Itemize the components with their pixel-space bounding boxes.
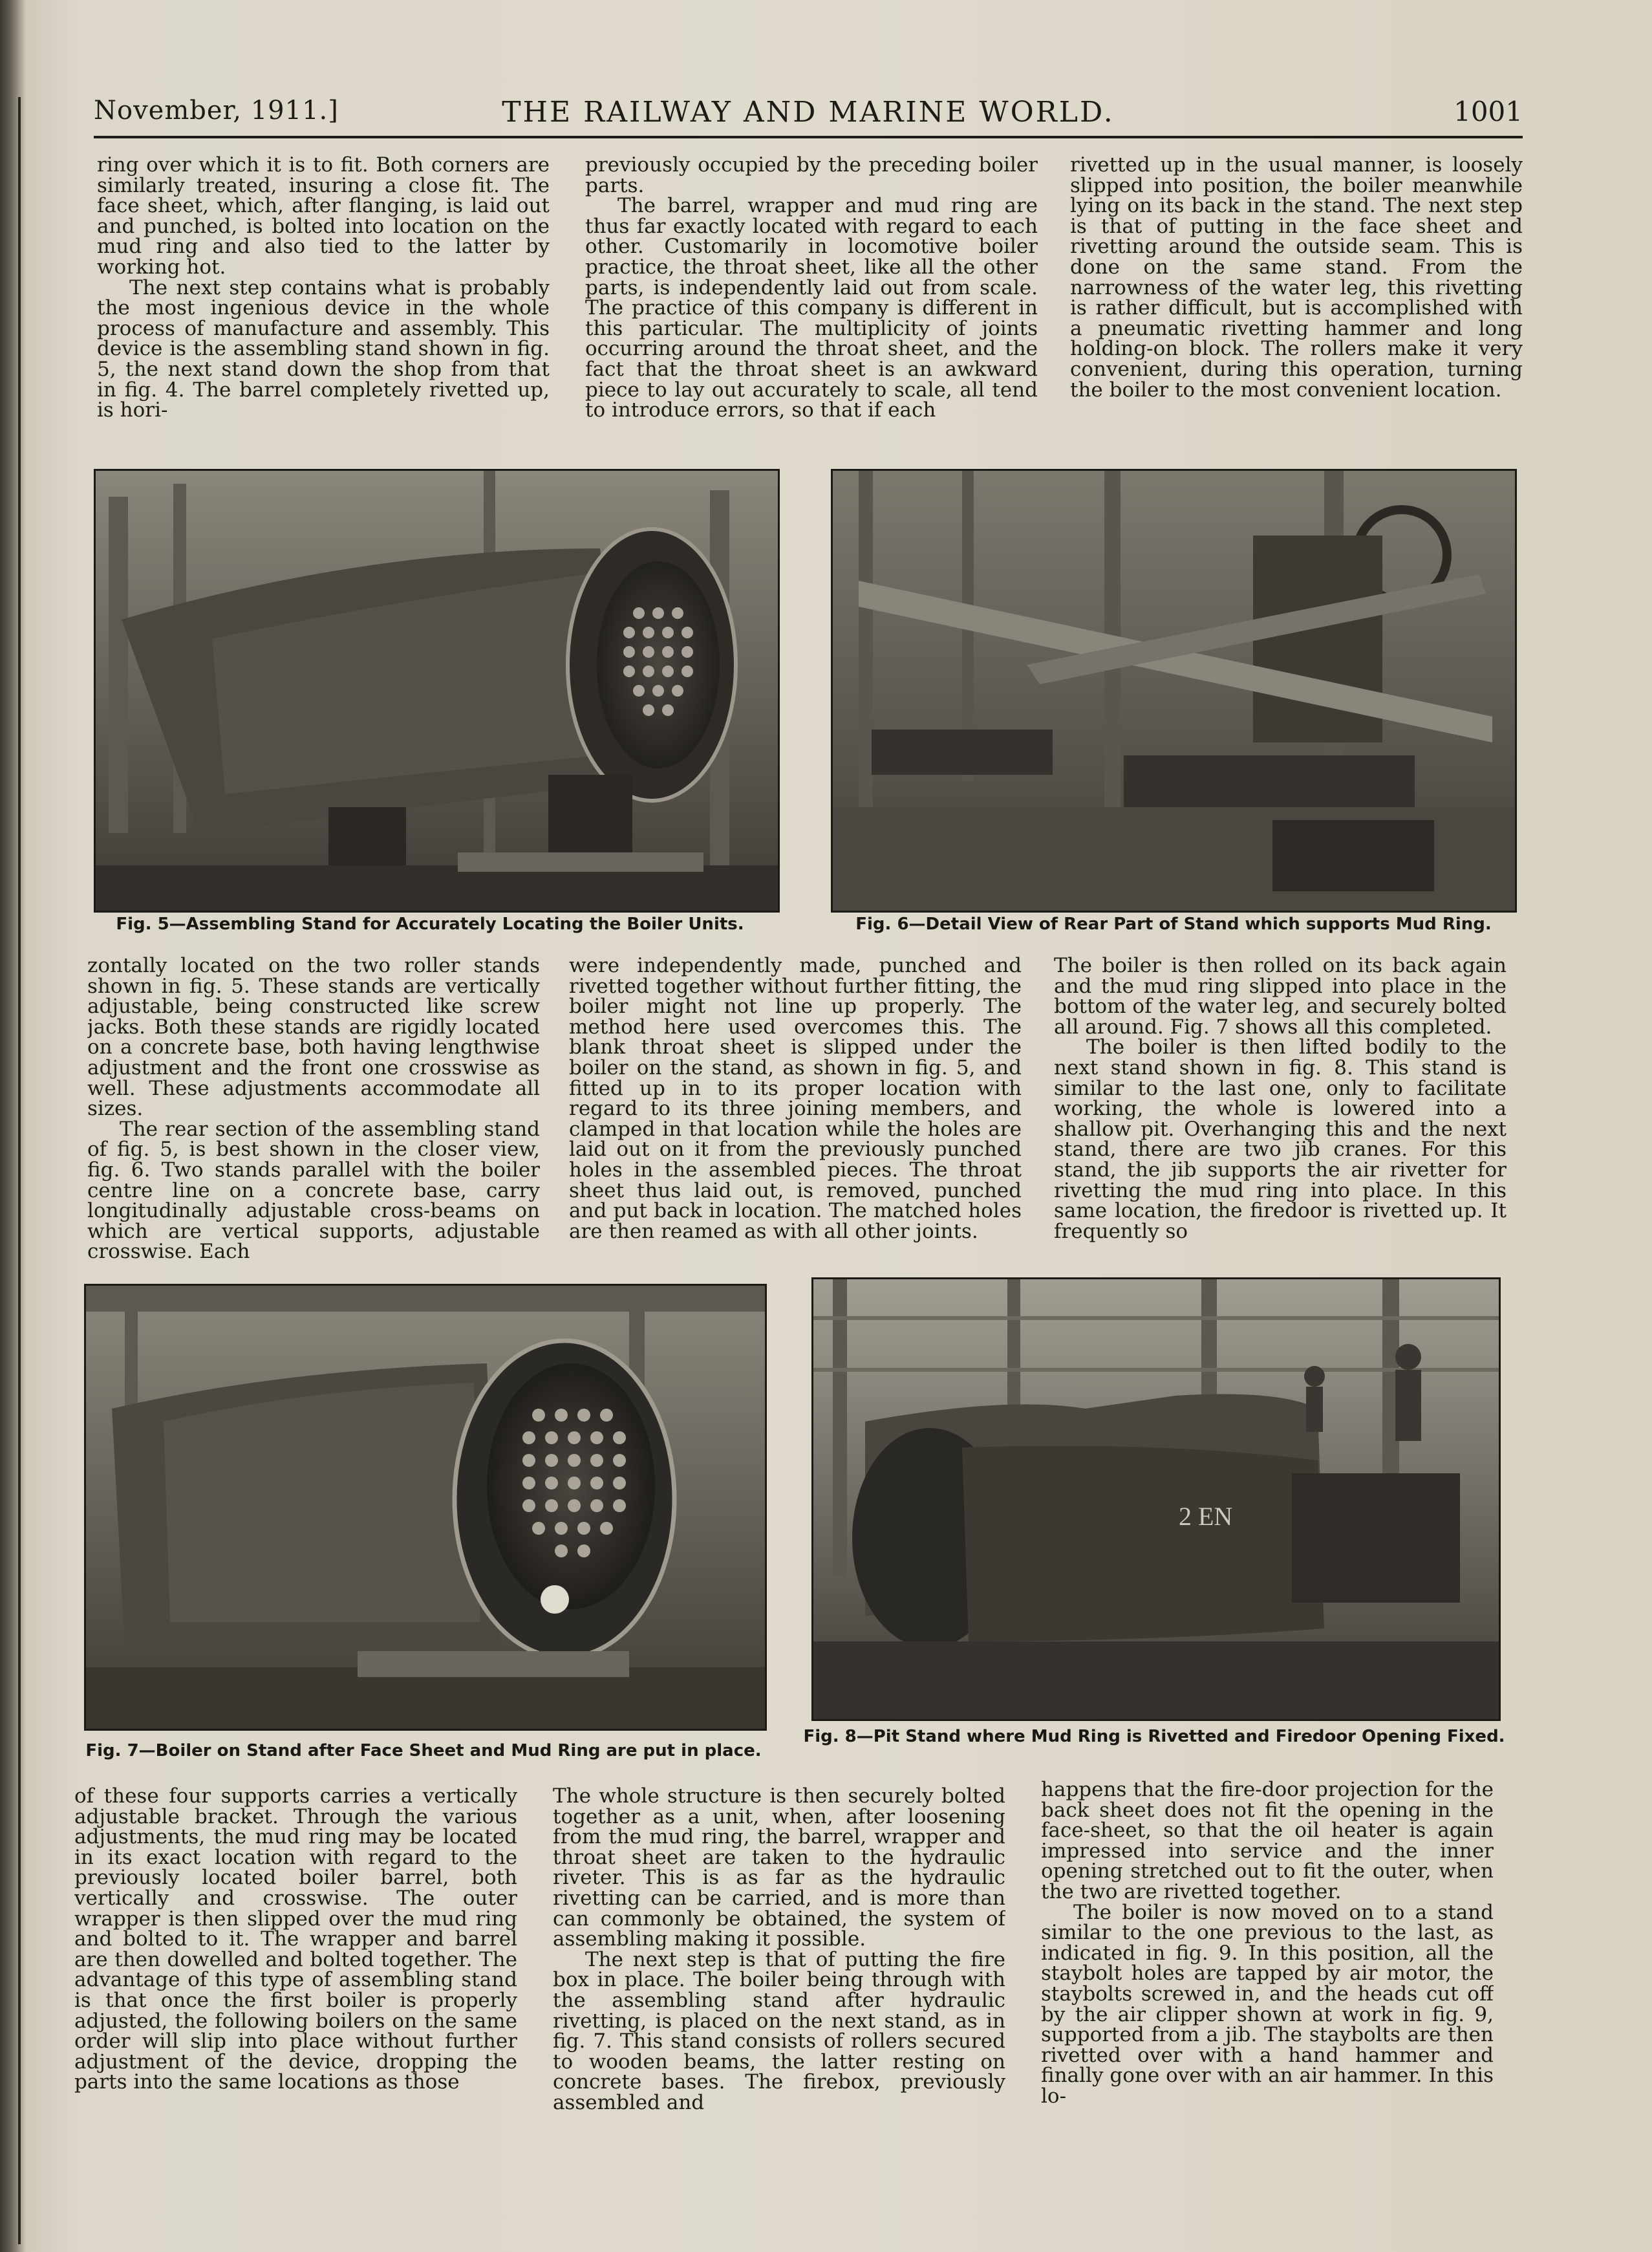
- paragraph: The boiler is now moved on to a stand similar to the one previous to the last, as indicated in fig. 9. In this position, all the staybolt holes are tapped by air motor, the staybolts screwed in, and the heads cut off by the air clipper shown at work in fig. 9, supported from a jib. The staybolts are then rivetted over with a hand hammer and finally gone over with an air hammer. In this lo-: [1041, 1900, 1494, 2108]
- paragraph: The next step is that of putting the fire box in place. The boiler being through with the assembling stand after hydraulic rivetting, is placed on the next stand, as in fig. 7. This stand consists of rollers secured to wooden beams, the latter resting on concrete bases. The firebox, previously assembled and: [553, 1947, 1005, 2114]
- paragraph: The rear section of the assembling stand of fig. 5, is best shown in the closer view, fig. 6. Two stands parallel with the boiler centre line on a concrete base, carry longitudinally adjustable cross-beams on which are vertical supports, adjustable crosswise. Each: [87, 1117, 540, 1264]
- fig7-photo: [84, 1284, 767, 1731]
- fig8-photo: [811, 1277, 1501, 1721]
- paragraph: of these four supports carries a vertically adjustable bracket. Through the various adjustments, the mud ring may be located in its exact location with regard to the previously located boiler barrel, both vertically and crosswise. The outer wrapper is then slipped over the mud ring and bolted to it. The wrapper and barrel are then dowelled and bolted together. The advantage of this type of assembling stand is that once the first boiler is properly adjusted, the following boilers on the same order will slip into place without further adjustment of the device, dropping the parts into the same locations as those: [74, 1786, 517, 2094]
- paragraph: The barrel, wrapper and mud ring are thus far exactly located with regard to each other. Customarily in locomotive boiler practice, the throat sheet, like all the other parts, is independently laid out from scale. The practice of this company is different in this particular. The multiplicity of joints occurring around the throat sheet, and the fact that the throat sheet is an awkward piece to lay out accurately to scale, all tend to introduce errors, so that if each: [585, 194, 1038, 422]
- binding-edge-rule: [18, 97, 21, 2244]
- middle-column-3: [1054, 956, 1507, 1273]
- paragraph: happens that the fire-door projection for the back sheet does not fit the opening in the face-sheet, so that the oil heater is again impressed into service and the inner opening stretched out to fit the outer, when the two are rivetted together.: [1041, 1780, 1494, 1903]
- bottom-column-3: [1041, 1780, 1494, 2142]
- paragraph: were independently made, punched and rivetted together without further fitting, the boiler might not line up properly. The method here used overcomes this. The blank throat sheet is slipped under the boiler on the stand, as shown in fig. 5, and fitted up in to its proper location with regard to its three joining members, and clamped in that location while the holes are laid out on it from the previously punched holes in the assembled pieces. The throat sheet thus laid out, is removed, punched and put back in location. The matched holes are then reamed as with all other joints.: [569, 956, 1022, 1243]
- boiler-marking: 2 EN: [1179, 1502, 1233, 1531]
- header-rule: [94, 136, 1523, 138]
- top-column-1: [97, 155, 550, 443]
- paragraph: rivetted up in the usual manner, is loosely slipped into position, the boiler meanwhile lying on its back in the stand. The next step is that of putting in the face sheet and rivetting around the outside seam. This is done on the same stand. From the narrowness of the water leg, this rivetting is rather difficult, but is accomplished with a pneumatic rivetting hammer and long holding-on block. The rollers make it very convenient, during this operation, turning the boiler to the most convenient location.: [1070, 155, 1523, 402]
- paragraph: The whole structure is then securely bolted together as a unit, when, after loosening from the mud ring, the barrel, wrapper and throat sheet are taken to the hydraulic riveter. This is as far as the hydraulic rivetting can be carried, and is more than can commonly be obtained, the system of assembling making it possible.: [553, 1786, 1005, 1951]
- fig5-caption: Fig. 5—Assembling Stand for Accurately Locating the Boiler Units.: [116, 915, 744, 934]
- paragraph: The next step contains what is probably the most ingenious device in the whole process of manufacture and assembly. This device is the assembling stand shown in fig. 5, the next stand down the shop from that in fig. 4. The barrel completely rivetted up, is hori-: [97, 276, 550, 422]
- bottom-column-1: [74, 1786, 517, 2149]
- paragraph: The boiler is then lifted bodily to the next stand shown in fig. 8. This stand is similar to the last one, only to facilitate working, the whole is lowered into a shallow pit. Overhanging this and the next stand, there are two jib cranes. For this stand, the jib supports the air rivetter for rivetting the mud ring into place. In this same location, the firedoor is rivetted up. It frequently so: [1054, 1035, 1507, 1243]
- running-header: [94, 91, 1523, 142]
- top-column-2: [585, 155, 1038, 443]
- fig7-caption: Fig. 7—Boiler on Stand after Face Sheet and Mud Ring are put in place.: [85, 1741, 762, 1760]
- fig5-photo: [94, 469, 780, 913]
- fig6-photo: [831, 469, 1517, 913]
- middle-column-2: [569, 956, 1022, 1273]
- paragraph: zontally located on the two roller stands shown in fig. 5. These stands are vertically adjustable, being constructed like screw jacks. Both these stands are rigidly located on a concrete base, both having lengthwise adjustment and the front one crosswise as well. These adjustments accommodate all sizes.: [87, 956, 540, 1121]
- fig6-caption: Fig. 6—Detail View of Rear Part of Stand which supports Mud Ring.: [855, 915, 1492, 934]
- page-number: 1001: [1454, 96, 1523, 127]
- bottom-column-2: [553, 1786, 1005, 2149]
- fig8-caption: Fig. 8—Pit Stand where Mud Ring is Rivetted and Firedoor Opening Fixed.: [803, 1727, 1505, 1746]
- journal-title: THE RAILWAY AND MARINE WORLD.: [502, 96, 1115, 129]
- middle-column-1: [87, 956, 540, 1273]
- top-column-3: [1070, 155, 1523, 443]
- issue-date: November, 1911.]: [94, 96, 339, 125]
- paragraph: previously occupied by the preceding boiler parts.: [585, 155, 1038, 197]
- paragraph: ring over which it is to fit. Both corners are similarly treated, insuring a close fit. The face sheet, which, after flanging, is laid out and punched, is bolted into location on the mud ring and also tied to the latter by working hot.: [97, 155, 550, 279]
- paragraph: The boiler is then rolled on its back again and the mud ring slipped into place in the bottom of the water leg, and securely bolted all around. Fig. 7 shows all this completed.: [1054, 956, 1507, 1039]
